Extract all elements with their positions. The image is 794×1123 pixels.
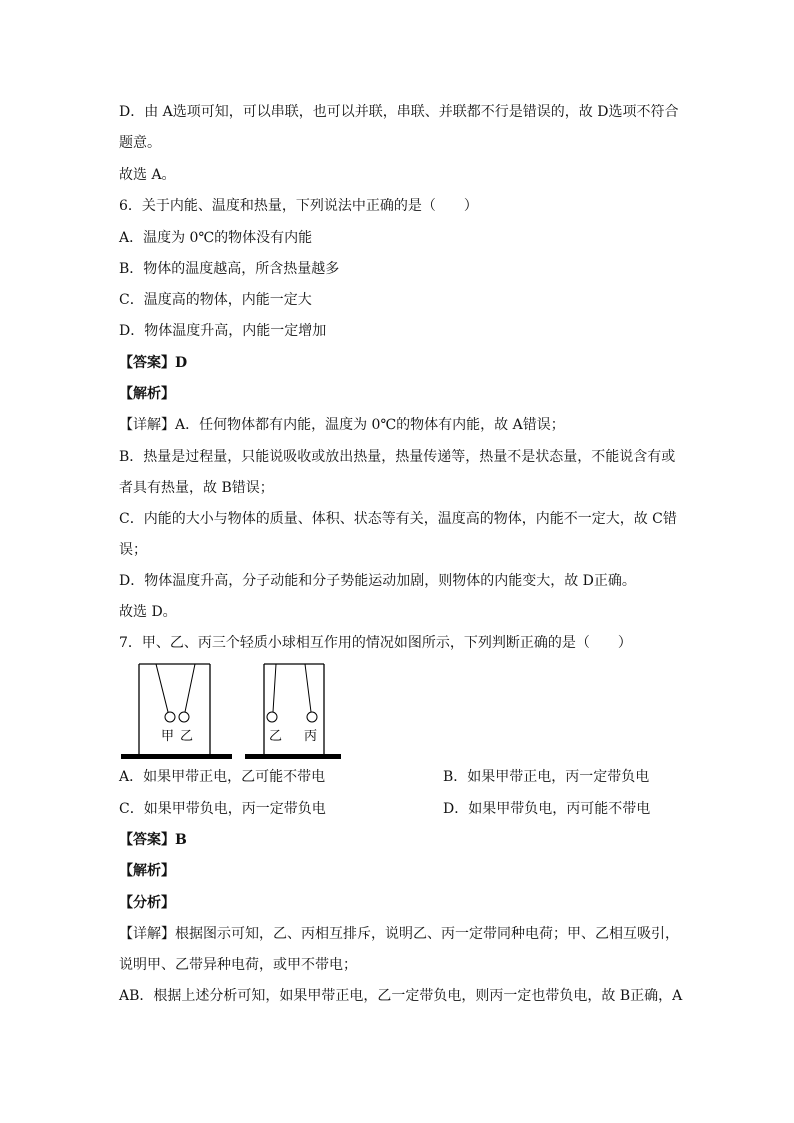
label-yi-2: 乙: [269, 729, 283, 744]
text-line: 题意。: [119, 135, 161, 151]
detail-line: AB．根据上述分析可知，如果甲带正电，乙一定带负电，则丙一定也带负电，故 B正确，A: [119, 988, 683, 1004]
text-line: D．由 A选项可知，可以串联，也可以并联，串联、并联都不行是错误的，故 D选项不符合: [119, 104, 679, 120]
string-jia: [156, 664, 168, 712]
string-bing: [305, 664, 311, 712]
label-bing: 丙: [304, 729, 318, 744]
detail-line: 误；: [119, 542, 147, 558]
option-a: A．温度为 0℃的物体没有内能: [119, 230, 313, 246]
option-b: B．物体的温度越高，所含热量越多: [119, 261, 340, 277]
text-line: 故选 D。: [119, 604, 177, 620]
option-7a: A．如果甲带正电，乙可能不带电: [119, 769, 326, 785]
string-yi-2: [273, 664, 276, 712]
answer-label: 【答案】D: [119, 355, 188, 371]
ball-yi-2: [267, 712, 277, 722]
question-7-stem: 7．甲、乙、丙三个轻质小球相互作用的情况如图所示，下列判断正确的是（ ）: [119, 635, 632, 651]
detail-line: 【详解】根据图示可知，乙、丙相互排斥，说明乙、丙一定带同种电荷；甲、乙相互吸引，: [119, 926, 679, 942]
detail-line: D．物体温度升高，分子动能和分子势能运动加剧，则物体的内能变大，故 D正确。: [119, 573, 636, 589]
option-7d: D．如果甲带负电，丙可能不带电: [443, 801, 651, 817]
label-jia: 甲: [161, 729, 175, 744]
string-yi: [185, 664, 195, 712]
text-line: 故选 A。: [119, 167, 176, 183]
analysis-subheading: 【分析】: [119, 895, 175, 911]
option-c: C．温度高的物体，内能一定大: [119, 292, 312, 308]
detail-line: B．热量是过程量，只能说吸收或放出热量，热量传递等，热量不是状态量，不能说含有或: [119, 449, 676, 465]
analysis-heading: 【解析】: [119, 386, 175, 402]
question-6-stem: 6．关于内能、温度和热量，下列说法中正确的是（ ）: [119, 198, 478, 214]
detail-line: 【详解】A．任何物体都有内能，温度为 0℃的物体有内能，故 A错误；: [119, 417, 565, 433]
option-d: D．物体温度升高，内能一定增加: [119, 323, 327, 339]
option-7c: C．如果甲带负电，丙一定带负电: [119, 801, 326, 817]
left-base: [121, 754, 232, 759]
detail-line: 说明甲、乙带异种电荷，或甲不带电；: [119, 957, 357, 973]
ball-jia: [165, 712, 175, 722]
right-base: [245, 754, 341, 759]
ball-yi: [179, 712, 189, 722]
label-yi: 乙: [180, 729, 194, 744]
pendulum-balls-figure: [118, 662, 348, 760]
ball-bing: [307, 712, 317, 722]
answer-label: 【答案】B: [119, 832, 187, 848]
option-7b: B．如果甲带正电，丙一定带负电: [443, 769, 650, 785]
analysis-heading: 【解析】: [119, 863, 175, 879]
detail-line: 者具有热量，故 B错误；: [119, 480, 274, 496]
detail-line: C．内能的大小与物体的质量、体积、状态等有关，温度高的物体，内能不一定大，故 C错: [119, 511, 677, 527]
